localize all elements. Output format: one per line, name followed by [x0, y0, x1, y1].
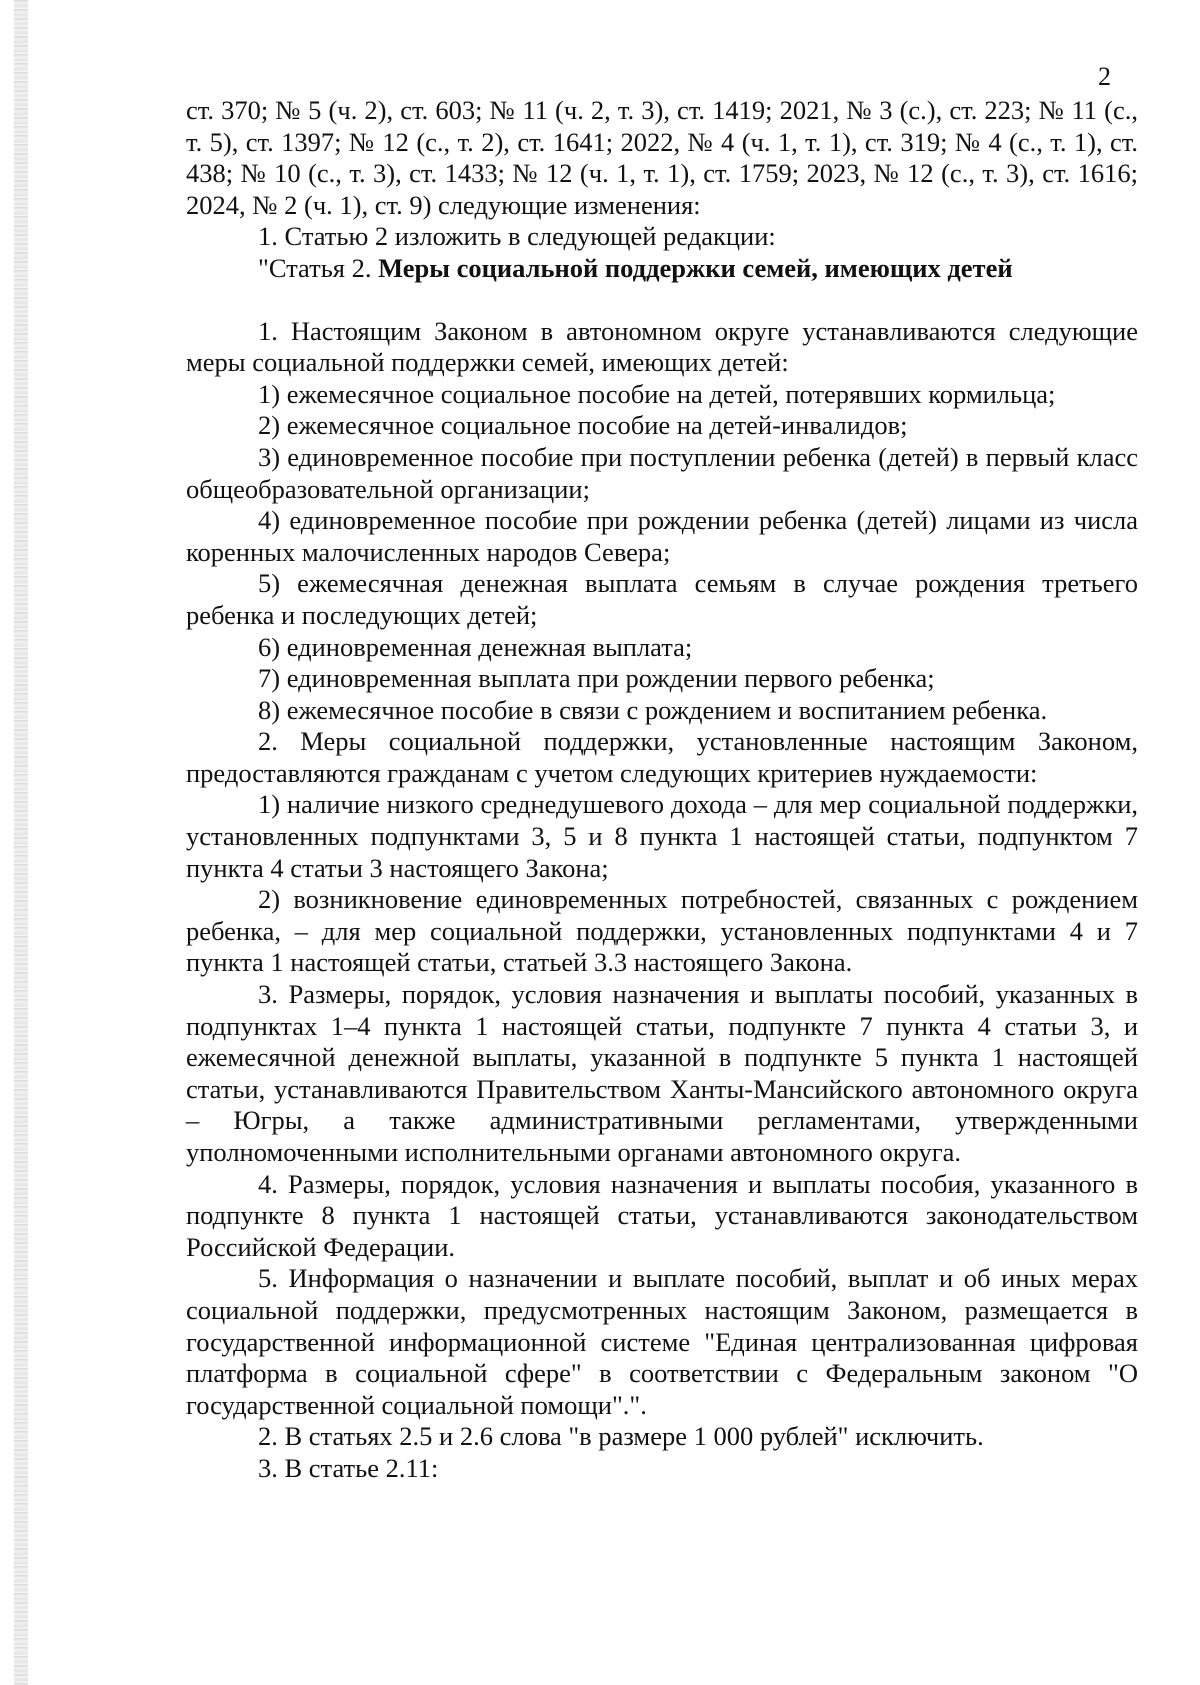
spacer [186, 285, 1138, 316]
subitem-1-2: 2) ежемесячное социальное пособие на детей-инвалидов; [258, 410, 908, 441]
subitem-1-3: 3) единовременное пособие при поступлении ребенка (детей) в первый класс общеобразовательной организации; [186, 441, 1138, 504]
article-heading-title: Меры социальной поддержки семей, имеющих детей [378, 252, 1013, 283]
article-heading-prefix: "Статья 2. [258, 252, 379, 283]
paragraph-1: 1. Настоящим Законом в автономном округе устанавливаются следующие меры социальной поддержки семей, имеющих детей: [186, 315, 1138, 378]
amendment-item-1: 1. Статью 2 изложить в следующей редакции: [258, 221, 776, 252]
paragraph-3: 3. Размеры, порядок, условия назначения и выплаты пособий, указанных в подпунктах 1–4 пункта 1 настоящей статьи, подпункте 7 пункта 4 статьи 3, и ежемесячной денежной выплаты, указанной в подпункте 5 пункта 1 настоящей статьи, устанавливаются Правительством Ханты-Мансийского автономного округа – Югры, а также административными регламентами, утвержденными уполномоченными исполнительными органами автономного округа. [186, 979, 1138, 1167]
subitem-2-1: 1) наличие низкого среднедушевого дохода – для мер социальной поддержки, установленных подпунктами 3, 5 и 8 пункта 1 настоящей статьи, подпунктом 7 пункта 4 статьи 3 настоящего Закона; [186, 789, 1138, 883]
paragraph-4: 4. Размеры, порядок, условия назначения и выплаты пособия, указанного в подпункте 8 пункта 1 настоящей статьи, устанавливаются законодательством Российской Федерации. [186, 1168, 1138, 1262]
document-body [186, 95, 1138, 1485]
paragraph-5: 5. Информация о назначении и выплате пособий, выплат и об иных мерах социальной поддержки, предусмотренных настоящим Законом, размещается в государственной информационной системе "Единая централизованная цифровая платформа в социальной сфере" в соответствии с Федеральным законом "О государственной социальной помощи".". [186, 1263, 1138, 1420]
subitem-1-4: 4) единовременное пособие при рождении ребенка (детей) лицами из числа коренных малочисленных народов Севера; [186, 505, 1138, 567]
amendment-item-2: 2. В статьях 2.5 и 2.6 слова "в размере 1 000 рублей" исключить. [258, 1421, 984, 1452]
page-number: 2 [1098, 62, 1111, 91]
subitem-1-7: 7) единовременная выплата при рождении первого ребенка; [258, 663, 935, 694]
subitem-1-5: 5) ежемесячная денежная выплата семьям в случае рождения третьего ребенка и последующих детей; [186, 568, 1138, 630]
article-heading [186, 253, 1138, 285]
paragraph-2: 2. Меры социальной поддержки, установленные настоящим Законом, предоставляются гражданам с учетом следующих критериев нуждаемости: [186, 726, 1138, 788]
subitem-1-6: 6) единовременная денежная выплата; [258, 631, 693, 662]
subitem-1-8: 8) ежемесячное пособие в связи с рождением и воспитанием ребенка. [258, 694, 1048, 725]
scan-edge [14, 0, 28, 1685]
subitem-1-1: 1) ежемесячное социальное пособие на детей, потерявших кормильца; [258, 378, 1056, 409]
amendment-sources: ст. 370; № 5 (ч. 2), ст. 603; № 11 (ч. 2, т. 3), ст. 1419; 2021, № 3 (с.), ст. 223; № 11 (с., т. 5), ст. 1397; № 12 (с., т. 2), ст. 1641; 2022, № 4 (ч. 1, т. 1), ст. 319; № 4 (с., т. 1), ст. 438; № 10 (с., т. 3), ст. 1433; № 12 (ч. 1, т. 1), ст. 1759; 2023, № 12 (с., т. 3), ст. 1616; 2024, № 2 (ч. 1), ст. 9) следующие изменения: [186, 95, 1138, 220]
amendment-item-3: 3. В статье 2.11: [258, 1452, 439, 1483]
subitem-2-2: 2) возникновение единовременных потребностей, связанных с рождением ребенка, – для мер социальной поддержки, установленных подпунктами 4 и 7 пункта 1 настоящей статьи, статьей 3.3 настоящего Закона. [186, 884, 1138, 978]
